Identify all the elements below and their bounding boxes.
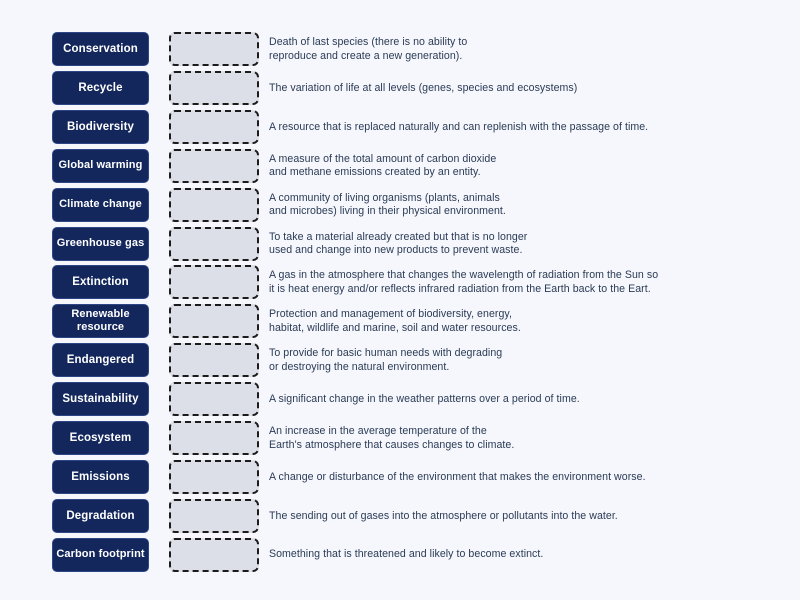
definition-text-9 (269, 341, 797, 380)
definition-text-13 (269, 497, 797, 536)
definition-line: Protection and management of biodiversity, energy, (269, 308, 512, 321)
definition-line: A community of living organisms (plants, animals (269, 191, 500, 204)
match-row (0, 186, 800, 225)
drop-zone-8[interactable] (169, 304, 259, 338)
definition-line: and methane emissions created by an entity. (269, 166, 481, 179)
definition-line: A significant change in the weather patterns over a period of time. (269, 392, 580, 405)
term-tile-sustainability[interactable]: Sustainability (52, 382, 149, 416)
definition-text-11 (269, 419, 797, 458)
definition-lines (269, 121, 648, 135)
drop-zone-3[interactable] (169, 110, 259, 144)
drop-zone-7[interactable] (169, 265, 259, 299)
definition-text-8 (269, 302, 797, 341)
match-row (0, 341, 800, 380)
definition-line: A change or disturbance of the environment that makes the environment worse. (269, 470, 646, 483)
definition-lines (269, 153, 496, 180)
definition-text-12 (269, 458, 797, 497)
definition-line: habitat, wildlife and marine, soil and water resources. (269, 321, 521, 334)
definition-text-14 (269, 536, 797, 575)
definition-lines (269, 393, 580, 407)
definition-text-1 (269, 30, 797, 69)
term-tile-extinction[interactable]: Extinction (52, 265, 149, 299)
definition-lines (269, 308, 521, 335)
drop-zone-6[interactable] (169, 227, 259, 261)
definition-line: A gas in the atmosphere that changes the wavelength of radiation from the Sun so (269, 269, 659, 282)
term-tile-climate-change[interactable]: Climate change (52, 188, 149, 222)
definition-line: and microbes) living in their physical environment. (269, 205, 506, 218)
drop-zone-12[interactable] (169, 460, 259, 494)
term-tile-renewable-resource[interactable]: Renewable resource (52, 304, 149, 338)
match-row (0, 225, 800, 264)
definition-lines (269, 510, 618, 524)
drop-zone-9[interactable] (169, 343, 259, 377)
match-row (0, 497, 800, 536)
match-row (0, 419, 800, 458)
definition-line: An increase in the average temperature of the (269, 425, 487, 437)
drop-zone-14[interactable] (169, 538, 259, 572)
definition-line: To take a material already created but that is no longer (269, 230, 528, 243)
drop-zone-11[interactable] (169, 421, 259, 455)
match-row (0, 536, 800, 575)
match-row (0, 263, 800, 302)
drop-zone-10[interactable] (169, 382, 259, 416)
definition-line: it is heat energy and/or reflects infrared radiation from the Earth back to the Eart. (269, 282, 651, 295)
definition-line: The variation of life at all levels (genes, species and ecosystems) (269, 81, 578, 94)
drop-zone-13[interactable] (169, 499, 259, 533)
term-tile-recycle[interactable]: Recycle (52, 71, 149, 105)
definition-text-2 (269, 69, 797, 108)
definition-text-10 (269, 380, 797, 419)
definition-line: A measure of the total amount of carbon dioxide (269, 152, 497, 165)
term-tile-ecosystem[interactable]: Ecosystem (52, 421, 149, 455)
definition-lines (269, 82, 577, 96)
match-row (0, 302, 800, 341)
term-tile-biodiversity[interactable]: Biodiversity (52, 110, 149, 144)
definition-lines (269, 36, 467, 63)
term-tile-global-warming[interactable]: Global warming (52, 149, 149, 183)
drop-zone-5[interactable] (169, 188, 259, 222)
term-tile-endangered[interactable]: Endangered (52, 343, 149, 377)
term-tile-degradation[interactable]: Degradation (52, 499, 149, 533)
match-row (0, 380, 800, 419)
definition-line: A resource that is replaced naturally and can replenish with the passage of time. (269, 120, 649, 133)
definition-text-4 (269, 147, 797, 186)
match-row (0, 458, 800, 497)
definition-lines (269, 269, 658, 296)
match-row (0, 30, 800, 69)
definition-lines (269, 231, 527, 258)
drop-zone-2[interactable] (169, 71, 259, 105)
definition-line: used and change into new products to prevent waste. (269, 244, 523, 256)
match-row (0, 147, 800, 186)
match-row (0, 69, 800, 108)
definition-lines (269, 192, 506, 219)
definition-line: reproduce and create a new generation). (269, 49, 463, 62)
definition-line: Something that is threatened and likely to become extinct. (269, 548, 544, 561)
definition-text-3 (269, 108, 797, 147)
drop-zone-1[interactable] (169, 32, 259, 66)
definition-lines (269, 548, 543, 562)
definition-text-7 (269, 263, 797, 302)
definition-line: or destroying the natural environment. (269, 360, 450, 373)
term-tile-greenhouse-gas[interactable]: Greenhouse gas (52, 227, 149, 261)
definition-line: Death of last species (there is no ability to (269, 36, 468, 48)
term-tile-conservation[interactable]: Conservation (52, 32, 149, 66)
term-tile-carbon-footprint[interactable]: Carbon footprint (52, 538, 149, 572)
definition-lines (269, 425, 514, 452)
definition-lines (269, 471, 646, 485)
match-row (0, 108, 800, 147)
definition-line: To provide for basic human needs with degrading (269, 347, 503, 360)
definition-line: Earth's atmosphere that causes changes to climate. (269, 438, 515, 451)
definition-text-6 (269, 225, 797, 264)
definition-lines (269, 347, 502, 374)
drop-zone-4[interactable] (169, 149, 259, 183)
definition-line: The sending out of gases into the atmosphere or pollutants into the water. (269, 509, 618, 522)
term-tile-emissions[interactable]: Emissions (52, 460, 149, 494)
definition-text-5 (269, 186, 797, 225)
